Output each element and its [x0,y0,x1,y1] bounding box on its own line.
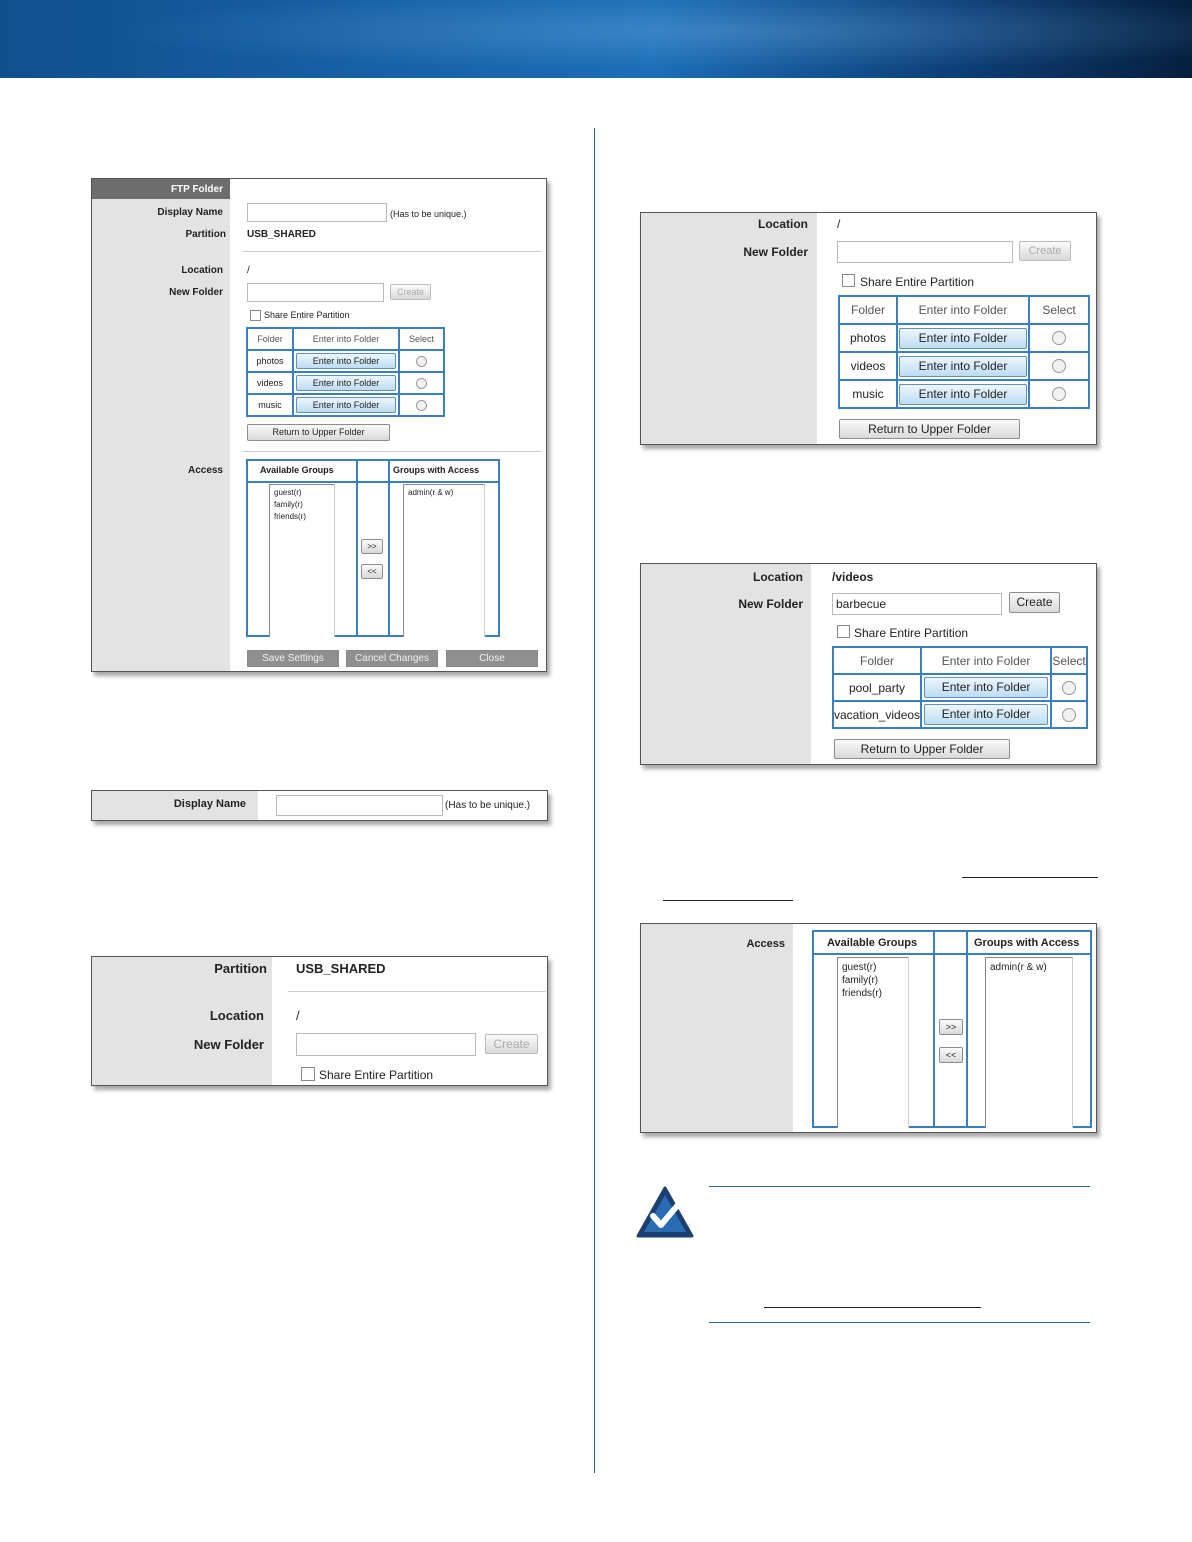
display-name-label: Display Name [173,798,246,810]
select-radio[interactable] [416,356,427,367]
checkmark-icon [636,1186,694,1238]
list-item[interactable]: admin(r & w) [408,488,454,497]
display-name-input[interactable] [276,795,443,816]
available-groups-list[interactable] [837,957,909,1128]
folder-name: vacation_videos [833,701,921,728]
ftp-folder-screenshot [91,178,547,672]
display-name-input[interactable] [247,203,387,222]
location-label: Location [181,265,223,276]
select-radio[interactable] [1062,708,1076,722]
location-label: Location [758,217,808,231]
share-partition-label: Share Entire Partition [264,310,350,320]
return-upper-button[interactable]: Return to Upper Folder [247,424,390,441]
label-column [641,564,811,764]
folder-name: photos [247,350,293,372]
label-column [92,179,230,671]
text-underline [663,900,793,901]
column-divider [594,128,595,1473]
folder-name: videos [247,372,293,394]
select-radio[interactable] [1052,359,1066,373]
remove-group-button[interactable]: << [939,1047,963,1063]
header-divider [246,481,500,483]
folder-name: photos [839,324,897,352]
table-row [247,372,444,394]
cancel-changes-button[interactable]: Cancel Changes [346,650,438,667]
col-folder: Folder [833,647,921,674]
new-folder-label: New Folder [743,245,808,259]
col-select: Select [1029,296,1089,324]
list-item[interactable]: guest(r) [842,962,877,973]
partition-label: Partition [185,229,226,240]
groups-access-list[interactable] [985,957,1073,1128]
available-groups-header: Available Groups [827,937,918,949]
new-folder-input[interactable] [837,241,1013,263]
table-row [833,701,1087,728]
enter-folder-button[interactable]: Enter into Folder [924,704,1048,725]
share-partition-checkbox[interactable] [837,625,850,638]
list-item[interactable]: family(r) [842,975,879,986]
unique-hint: (Has to be unique.) [445,800,531,811]
partition-value: USB_SHARED [296,961,386,976]
partition-value: USB_SHARED [247,229,316,240]
enter-folder-button[interactable]: Enter into Folder [296,353,396,369]
table-row [839,324,1089,352]
access-screenshot [640,923,1097,1133]
table-row [833,674,1087,701]
create-button[interactable]: Create [1019,241,1071,261]
table-row [839,352,1089,380]
groups-access-header: Groups with Access [393,465,480,475]
share-partition-checkbox[interactable] [250,310,261,321]
table-row [839,380,1089,408]
list-item[interactable]: friends(r) [842,988,883,999]
enter-folder-button[interactable]: Enter into Folder [296,397,396,413]
location-value: / [296,1008,300,1023]
location-label: Location [209,1008,264,1023]
new-folder-label: New Folder [738,597,803,611]
available-groups-header: Available Groups [260,465,334,475]
divider [288,991,546,992]
new-folder-input[interactable] [832,593,1002,615]
col-enter: Enter into Folder [897,296,1029,324]
enter-folder-button[interactable]: Enter into Folder [899,356,1027,377]
location-value: / [837,217,841,231]
list-item[interactable]: family(r) [274,500,303,509]
select-radio[interactable] [1052,387,1066,401]
share-partition-checkbox[interactable] [301,1067,315,1081]
return-upper-button[interactable]: Return to Upper Folder [834,739,1010,759]
display-name-screenshot [91,790,548,821]
folder-name: videos [839,352,897,380]
enter-folder-button[interactable]: Enter into Folder [899,384,1027,405]
enter-folder-button[interactable]: Enter into Folder [924,677,1048,698]
close-button[interactable]: Close [446,650,538,667]
location-root-screenshot [640,212,1097,445]
header-divider [812,953,1092,955]
new-folder-label: New Folder [169,287,223,298]
col-enter: Enter into Folder [293,328,399,350]
available-groups-list[interactable] [269,484,335,637]
note-rule-bottom [709,1322,1090,1323]
label-column [641,924,793,1132]
enter-folder-button[interactable]: Enter into Folder [296,375,396,391]
divider [242,451,542,452]
col-select: Select [399,328,444,350]
create-button[interactable]: Create [485,1034,538,1054]
location-value: /videos [832,570,874,584]
divider [242,251,542,252]
new-folder-input[interactable] [247,283,384,302]
page-banner [0,0,1192,78]
folder-table [246,327,445,417]
table-row [247,394,444,416]
unique-hint: (Has to be unique.) [390,209,467,219]
videos-folder-screenshot [640,563,1097,765]
share-partition-label: Share Entire Partition [854,626,969,640]
table-row [247,350,444,372]
display-name-label: Display Name [157,207,223,218]
folder-name: pool_party [833,674,921,701]
save-settings-button[interactable]: Save Settings [247,650,339,667]
col-folder: Folder [247,328,293,350]
location-label: Location [753,570,803,584]
col-select: Select [1051,647,1087,674]
select-radio[interactable] [1052,331,1066,345]
new-folder-value: barbecue [836,597,887,611]
return-upper-button[interactable]: Return to Upper Folder [839,419,1020,439]
note-rule-top [709,1186,1090,1187]
partition-screenshot [91,956,548,1086]
select-radio[interactable] [1062,681,1076,695]
create-button[interactable]: Create [390,284,431,300]
col-enter: Enter into Folder [921,647,1051,674]
panel-title: FTP Folder [170,184,223,195]
folder-table [832,646,1088,729]
access-label: Access [746,938,785,950]
access-label: Access [187,465,223,476]
folder-name: music [839,380,897,408]
new-folder-input[interactable] [296,1033,476,1056]
folder-name: music [247,394,293,416]
groups-access-list[interactable] [403,484,485,637]
list-item[interactable]: friends(r) [274,512,307,521]
create-button[interactable]: Create [1009,592,1060,613]
add-group-button[interactable]: >> [939,1019,963,1035]
remove-group-button[interactable]: << [361,564,383,579]
select-radio[interactable] [416,378,427,389]
text-underline [764,1307,981,1308]
location-value: / [247,265,250,276]
share-partition-checkbox[interactable] [842,274,855,287]
folder-table [838,295,1090,409]
list-item[interactable]: admin(r & w) [990,962,1047,973]
select-radio[interactable] [416,400,427,411]
list-item[interactable]: guest(r) [274,488,302,497]
text-underline [962,877,1098,878]
add-group-button[interactable]: >> [361,539,383,554]
partition-label: Partition [214,961,267,976]
enter-folder-button[interactable]: Enter into Folder [899,328,1027,349]
new-folder-label: New Folder [193,1037,264,1052]
share-partition-label: Share Entire Partition [319,1068,434,1082]
groups-access-header: Groups with Access [974,937,1080,949]
share-partition-label: Share Entire Partition [860,275,975,289]
col-folder: Folder [839,296,897,324]
